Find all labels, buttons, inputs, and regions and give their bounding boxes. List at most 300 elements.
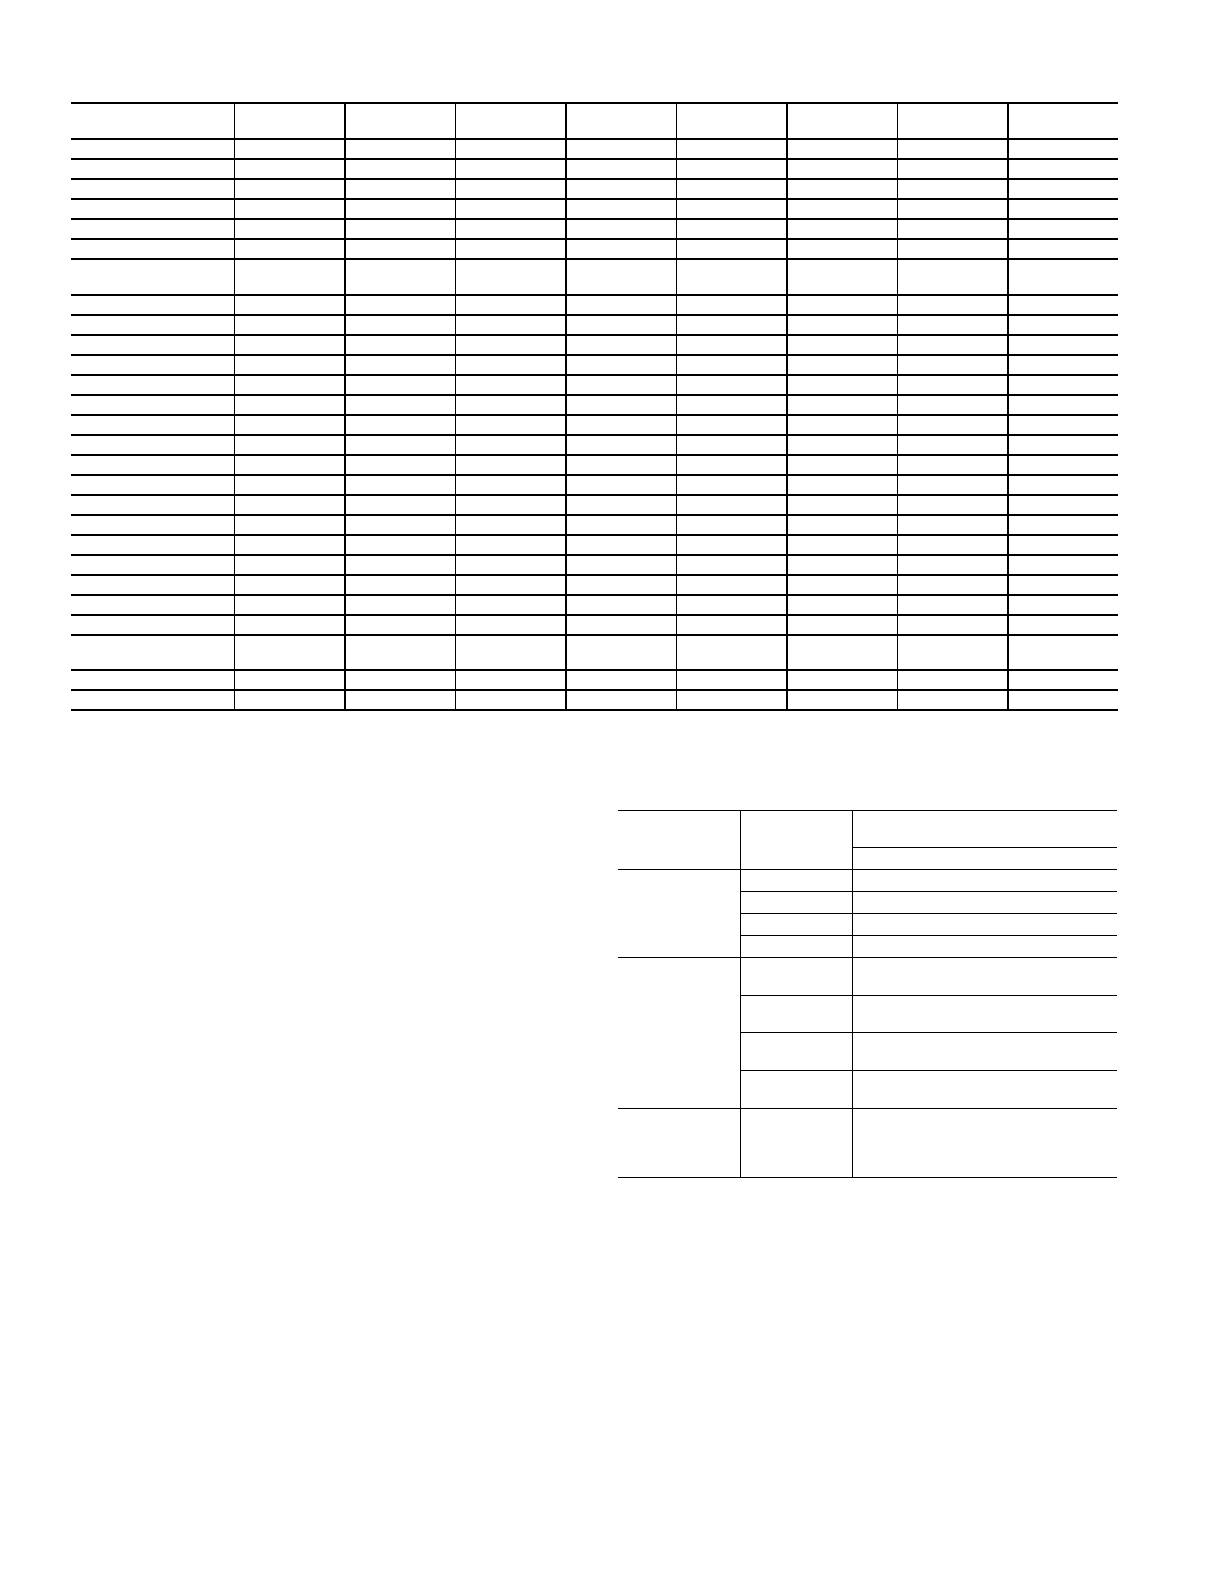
top-table-cell xyxy=(897,335,1008,355)
top-table-cell xyxy=(897,595,1008,615)
top-table-cell xyxy=(566,615,676,635)
top-table-cell xyxy=(71,455,234,475)
top-table-cell xyxy=(455,475,566,495)
small-table xyxy=(618,810,1117,1178)
top-table-cell xyxy=(787,335,897,355)
top-table-row xyxy=(71,670,1118,690)
top-table-cell xyxy=(455,315,566,335)
top-table-cell xyxy=(455,375,566,395)
top-table-row xyxy=(71,495,1118,515)
top-table-cell xyxy=(1008,475,1118,495)
top-table-cell xyxy=(566,179,676,199)
top-table-cell xyxy=(676,295,787,315)
top-table-cell xyxy=(1008,179,1118,199)
top-table-cell xyxy=(345,690,455,710)
top-table-cell xyxy=(676,475,787,495)
top-table-cell xyxy=(455,179,566,199)
top-table-cell xyxy=(1008,199,1118,219)
top-table-cell xyxy=(71,179,234,199)
small-table-header-cell xyxy=(852,811,1117,848)
top-table-row xyxy=(71,179,1118,199)
top-table-cell xyxy=(1008,535,1118,555)
top-table-cell xyxy=(676,335,787,355)
small-table-cell xyxy=(852,892,1117,914)
top-table-row xyxy=(71,239,1118,259)
top-table-cell xyxy=(787,495,897,515)
top-table-cell xyxy=(455,159,566,179)
top-table-cell xyxy=(71,139,234,159)
small-table-header-row xyxy=(618,811,1117,848)
top-table-cell xyxy=(1008,555,1118,575)
top-table-row xyxy=(71,219,1118,239)
top-table-cell xyxy=(676,535,787,555)
top-table-cell xyxy=(234,239,345,259)
top-table-cell xyxy=(676,375,787,395)
small-table-group-label xyxy=(618,1109,740,1178)
top-table-cell xyxy=(234,219,345,239)
small-table-cell xyxy=(740,914,852,936)
top-table-row xyxy=(71,259,1118,295)
top-table-cell xyxy=(676,395,787,415)
top-table-cell xyxy=(897,475,1008,495)
small-table-cell xyxy=(740,936,852,958)
top-table-row xyxy=(71,435,1118,455)
top-table-cell xyxy=(345,295,455,315)
top-table-cell xyxy=(1008,355,1118,375)
top-table-cell xyxy=(676,595,787,615)
top-table-cell xyxy=(676,455,787,475)
top-table-cell xyxy=(71,515,234,535)
top-table-cell xyxy=(455,535,566,555)
top-table xyxy=(71,102,1118,711)
small-table-body xyxy=(618,811,1117,1178)
top-table-cell xyxy=(1008,635,1118,670)
top-table-cell xyxy=(234,595,345,615)
top-table-row xyxy=(71,635,1118,670)
top-table-cell xyxy=(897,219,1008,239)
top-table-cell xyxy=(455,139,566,159)
top-table-cell xyxy=(897,615,1008,635)
top-table-cell xyxy=(71,475,234,495)
top-table-cell xyxy=(566,435,676,455)
top-table-cell xyxy=(234,335,345,355)
top-table-cell xyxy=(676,315,787,335)
top-table-cell xyxy=(897,635,1008,670)
small-table-group-label xyxy=(618,870,740,958)
top-table-cell xyxy=(71,315,234,335)
top-table-row xyxy=(71,535,1118,555)
top-table-cell xyxy=(787,355,897,375)
top-table-cell xyxy=(455,635,566,670)
top-table-cell xyxy=(455,199,566,219)
top-table-cell xyxy=(1008,575,1118,595)
top-table-cell xyxy=(234,555,345,575)
top-table-cell xyxy=(71,295,234,315)
top-table-cell xyxy=(1008,375,1118,395)
top-table-cell xyxy=(897,315,1008,335)
top-table-row xyxy=(71,335,1118,355)
top-table-body xyxy=(71,103,1118,710)
top-table-cell xyxy=(345,475,455,495)
small-table-header-cell xyxy=(740,811,852,870)
top-table-cell xyxy=(71,575,234,595)
top-table-cell xyxy=(897,455,1008,475)
top-table-cell xyxy=(71,535,234,555)
top-table-cell xyxy=(1008,395,1118,415)
top-table-cell xyxy=(566,219,676,239)
top-table-cell xyxy=(787,455,897,475)
top-table-row xyxy=(71,395,1118,415)
top-table-cell xyxy=(71,670,234,690)
top-table-cell xyxy=(455,455,566,475)
top-table-cell xyxy=(234,139,345,159)
top-table-cell xyxy=(566,199,676,219)
top-table-cell xyxy=(71,159,234,179)
top-table-cell xyxy=(345,395,455,415)
top-table-cell xyxy=(676,670,787,690)
top-table-header-cell xyxy=(345,103,455,139)
top-table-cell xyxy=(676,179,787,199)
top-table-cell xyxy=(676,355,787,375)
top-table-cell xyxy=(455,495,566,515)
top-table-cell xyxy=(787,219,897,239)
top-table-cell xyxy=(787,159,897,179)
top-table-row xyxy=(71,159,1118,179)
top-table-cell xyxy=(71,435,234,455)
top-table-header-row xyxy=(71,103,1118,139)
top-table-cell xyxy=(566,315,676,335)
top-table-cell xyxy=(234,295,345,315)
top-table-cell xyxy=(787,515,897,535)
top-table-cell xyxy=(787,315,897,335)
top-table-cell xyxy=(1008,435,1118,455)
top-table-cell xyxy=(234,615,345,635)
top-table-cell xyxy=(71,375,234,395)
top-table-cell xyxy=(1008,515,1118,535)
top-table-cell xyxy=(676,239,787,259)
small-table-cell xyxy=(852,1109,1117,1178)
top-table-cell xyxy=(345,315,455,335)
top-table-header-cell xyxy=(787,103,897,139)
top-table-cell xyxy=(71,415,234,435)
top-table-cell xyxy=(345,259,455,295)
small-table-cell xyxy=(740,892,852,914)
top-table-cell xyxy=(455,335,566,355)
top-table-cell xyxy=(1008,139,1118,159)
top-table-cell xyxy=(71,239,234,259)
top-table-cell xyxy=(676,495,787,515)
top-table-header-cell xyxy=(1008,103,1118,139)
top-table-cell xyxy=(71,615,234,635)
top-table-cell xyxy=(566,355,676,375)
top-table-row xyxy=(71,455,1118,475)
top-table-cell xyxy=(345,335,455,355)
top-table-cell xyxy=(345,159,455,179)
top-table-cell xyxy=(1008,159,1118,179)
top-table-cell xyxy=(1008,690,1118,710)
top-table-cell xyxy=(787,295,897,315)
top-table-cell xyxy=(566,415,676,435)
top-table-cell xyxy=(566,455,676,475)
top-table-cell xyxy=(1008,219,1118,239)
top-table-cell xyxy=(234,690,345,710)
top-table-cell xyxy=(566,295,676,315)
small-table-row xyxy=(618,958,1117,996)
top-table-cell xyxy=(345,219,455,239)
top-table-cell xyxy=(455,239,566,259)
top-table-cell xyxy=(676,199,787,219)
top-table-cell xyxy=(455,690,566,710)
top-table-cell xyxy=(676,575,787,595)
top-table-cell xyxy=(345,535,455,555)
top-table-row xyxy=(71,375,1118,395)
top-table-row xyxy=(71,295,1118,315)
top-table-cell xyxy=(787,435,897,455)
top-table-cell xyxy=(345,670,455,690)
top-table-cell xyxy=(345,199,455,219)
top-table-cell xyxy=(455,615,566,635)
top-table-cell xyxy=(676,435,787,455)
top-table-cell xyxy=(1008,455,1118,475)
top-table-cell xyxy=(455,435,566,455)
top-table-cell xyxy=(1008,315,1118,335)
top-table-cell xyxy=(566,635,676,670)
top-table-cell xyxy=(234,575,345,595)
top-table-cell xyxy=(787,635,897,670)
top-table-cell xyxy=(1008,595,1118,615)
top-table-row xyxy=(71,315,1118,335)
top-table-cell xyxy=(234,635,345,670)
top-table-cell xyxy=(676,635,787,670)
small-table-row xyxy=(618,870,1117,892)
top-table-cell xyxy=(897,495,1008,515)
top-table-cell xyxy=(897,199,1008,219)
top-table-cell xyxy=(234,495,345,515)
top-table-cell xyxy=(71,555,234,575)
top-table-cell xyxy=(71,259,234,295)
small-table-header-cell xyxy=(852,848,1117,870)
top-table-cell xyxy=(566,139,676,159)
top-table-cell xyxy=(676,515,787,535)
top-table-row xyxy=(71,690,1118,710)
top-table-cell xyxy=(566,670,676,690)
top-table-cell xyxy=(1008,295,1118,315)
top-table-cell xyxy=(234,475,345,495)
top-table-cell xyxy=(787,179,897,199)
top-table-cell xyxy=(566,239,676,259)
small-table-row xyxy=(618,1109,1117,1178)
top-table-cell xyxy=(71,495,234,515)
top-table-cell xyxy=(676,259,787,295)
top-table-cell xyxy=(566,595,676,615)
top-table-cell xyxy=(234,355,345,375)
top-table-cell xyxy=(676,555,787,575)
top-table-cell xyxy=(1008,415,1118,435)
top-table-cell xyxy=(345,555,455,575)
top-table-cell xyxy=(897,670,1008,690)
top-table-cell xyxy=(676,139,787,159)
top-table-row xyxy=(71,355,1118,375)
top-table-cell xyxy=(71,635,234,670)
top-table-cell xyxy=(455,219,566,239)
top-table-row xyxy=(71,595,1118,615)
top-table-cell xyxy=(71,335,234,355)
small-table-cell xyxy=(852,996,1117,1033)
small-table-group-label xyxy=(618,958,740,1109)
top-table-cell xyxy=(1008,239,1118,259)
top-table-cell xyxy=(455,395,566,415)
top-table-cell xyxy=(71,395,234,415)
top-table-cell xyxy=(455,670,566,690)
top-table-cell xyxy=(234,435,345,455)
top-table-cell xyxy=(566,375,676,395)
small-table-cell xyxy=(740,958,852,996)
top-table-cell xyxy=(234,395,345,415)
top-table-cell xyxy=(566,535,676,555)
top-table-cell xyxy=(345,239,455,259)
top-table-cell xyxy=(345,615,455,635)
top-table-cell xyxy=(455,555,566,575)
top-table-cell xyxy=(787,415,897,435)
top-table-cell xyxy=(897,535,1008,555)
small-table-cell xyxy=(740,996,852,1033)
top-table-cell xyxy=(566,335,676,355)
top-table-cell xyxy=(455,575,566,595)
top-table-cell xyxy=(676,219,787,239)
top-table-row xyxy=(71,575,1118,595)
small-table-cell xyxy=(852,958,1117,996)
top-table-cell xyxy=(897,515,1008,535)
top-table-cell xyxy=(787,139,897,159)
top-table-cell xyxy=(897,375,1008,395)
top-table-cell xyxy=(345,495,455,515)
top-table-cell xyxy=(71,595,234,615)
top-table-cell xyxy=(787,555,897,575)
top-table-cell xyxy=(455,515,566,535)
top-table-cell xyxy=(1008,615,1118,635)
top-table-row xyxy=(71,139,1118,159)
top-table-cell xyxy=(897,415,1008,435)
small-table-header-cell xyxy=(618,811,740,870)
top-table-cell xyxy=(455,415,566,435)
small-table-cell xyxy=(852,914,1117,936)
top-table-cell xyxy=(234,259,345,295)
top-table-header-cell xyxy=(566,103,676,139)
top-table-cell xyxy=(345,355,455,375)
top-table-row xyxy=(71,199,1118,219)
top-table-cell xyxy=(345,139,455,159)
top-table-row xyxy=(71,615,1118,635)
top-table-cell xyxy=(345,595,455,615)
top-table-row xyxy=(71,475,1118,495)
small-table-cell xyxy=(852,870,1117,892)
top-table-cell xyxy=(1008,495,1118,515)
top-table-header-cell xyxy=(676,103,787,139)
top-table-header-cell xyxy=(71,103,234,139)
top-table-cell xyxy=(345,179,455,199)
top-table-cell xyxy=(676,615,787,635)
top-table-cell xyxy=(897,139,1008,159)
top-table-cell xyxy=(566,555,676,575)
top-table-cell xyxy=(787,595,897,615)
small-table-cell xyxy=(740,1033,852,1071)
top-table-cell xyxy=(897,239,1008,259)
top-table-cell xyxy=(345,575,455,595)
top-table-cell xyxy=(566,475,676,495)
top-table-cell xyxy=(897,259,1008,295)
top-table-cell xyxy=(234,455,345,475)
small-table-cell xyxy=(852,1071,1117,1109)
top-table-cell xyxy=(234,375,345,395)
top-table-cell xyxy=(234,535,345,555)
top-table-cell xyxy=(897,295,1008,315)
top-table-cell xyxy=(345,455,455,475)
small-table-cell xyxy=(740,1109,852,1178)
top-table-cell xyxy=(787,199,897,219)
top-table-cell xyxy=(787,395,897,415)
top-table-cell xyxy=(897,575,1008,595)
top-table-cell xyxy=(71,690,234,710)
top-table-cell xyxy=(455,295,566,315)
top-table-cell xyxy=(897,690,1008,710)
top-table-cell xyxy=(676,690,787,710)
top-table-cell xyxy=(897,555,1008,575)
top-table-cell xyxy=(897,355,1008,375)
top-table-cell xyxy=(345,635,455,670)
top-table-cell xyxy=(566,690,676,710)
top-table-cell xyxy=(234,179,345,199)
top-table-cell xyxy=(1008,335,1118,355)
top-table-cell xyxy=(566,259,676,295)
top-table-cell xyxy=(455,259,566,295)
top-table-cell xyxy=(566,515,676,535)
top-table-cell xyxy=(345,515,455,535)
top-table-cell xyxy=(787,690,897,710)
top-table-row xyxy=(71,415,1118,435)
top-table-row xyxy=(71,515,1118,535)
top-table-cell xyxy=(1008,670,1118,690)
top-table-cell xyxy=(566,575,676,595)
top-table-cell xyxy=(566,495,676,515)
top-table-cell xyxy=(234,415,345,435)
top-table-cell xyxy=(345,415,455,435)
top-table-cell xyxy=(234,670,345,690)
top-table-cell xyxy=(71,199,234,219)
top-table-cell xyxy=(787,615,897,635)
top-table-cell xyxy=(676,159,787,179)
top-table-cell xyxy=(234,199,345,219)
top-table-header-cell xyxy=(234,103,345,139)
top-table-cell xyxy=(566,395,676,415)
top-table-cell xyxy=(71,219,234,239)
top-table-cell xyxy=(345,375,455,395)
top-table-cell xyxy=(234,315,345,335)
top-table-cell xyxy=(676,415,787,435)
top-table-cell xyxy=(897,179,1008,199)
top-table-cell xyxy=(787,535,897,555)
top-table-cell xyxy=(234,159,345,179)
top-table-cell xyxy=(787,259,897,295)
top-table-header-cell xyxy=(897,103,1008,139)
top-table-cell xyxy=(455,595,566,615)
small-table-cell xyxy=(852,936,1117,958)
top-table-cell xyxy=(787,670,897,690)
top-table-cell xyxy=(566,159,676,179)
top-table-cell xyxy=(71,355,234,375)
top-table-cell xyxy=(897,435,1008,455)
top-table-cell xyxy=(897,159,1008,179)
small-table-cell xyxy=(740,870,852,892)
